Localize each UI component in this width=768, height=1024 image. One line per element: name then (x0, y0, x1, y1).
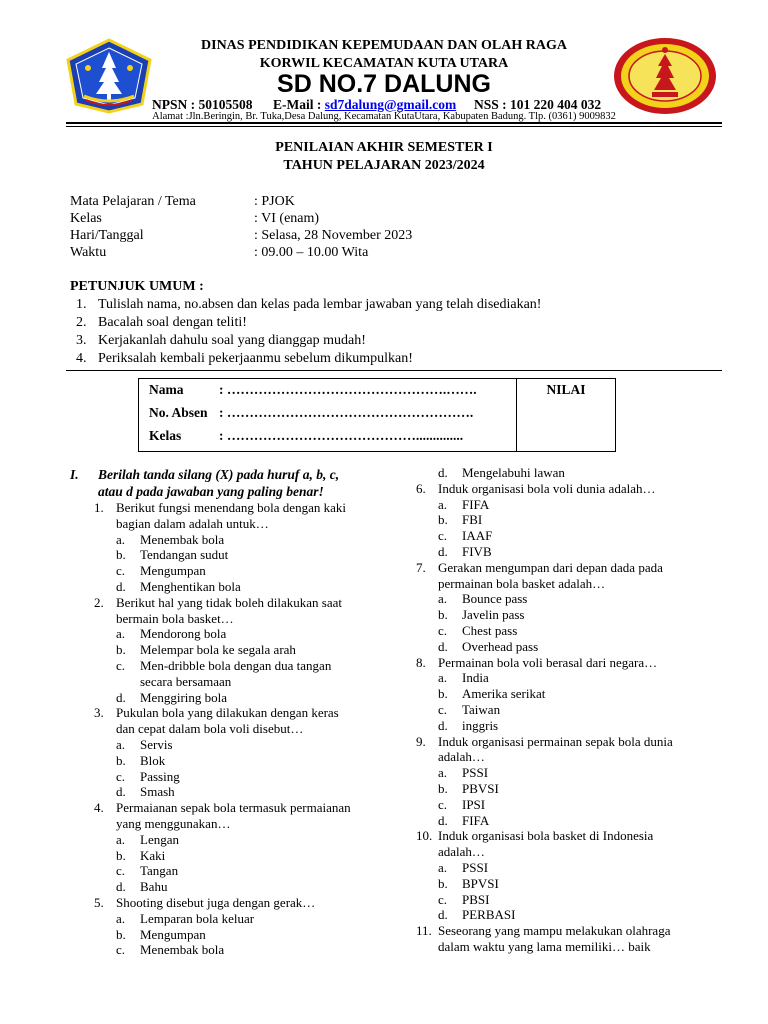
option-letter: d. (116, 578, 126, 594)
answer-option[interactable] (416, 892, 726, 908)
option-letter: b. (438, 875, 448, 891)
answer-option[interactable] (94, 532, 394, 548)
option-text-line: FIVB (462, 543, 492, 559)
option-letter: a. (116, 910, 126, 926)
question-text-line: Shooting disebut juga dengan gerak… (116, 894, 316, 910)
question-text-line: Seseorang yang mampu melakukan olahraga (438, 923, 671, 939)
answer-option[interactable] (416, 528, 726, 544)
option-text-line: Taiwan (462, 701, 501, 717)
answer-option[interactable] (94, 642, 394, 658)
option-text-line: Kaki (140, 847, 166, 863)
answer-option[interactable] (416, 702, 726, 718)
option-letter: b. (116, 847, 126, 863)
option-letter: c. (438, 796, 448, 812)
option-text-line: PERBASI (462, 907, 516, 923)
question-number: 10. (416, 828, 433, 844)
option-text-line: Mengelabuhi lawan (462, 465, 565, 480)
option-letter: c. (116, 563, 126, 579)
info-time: Waktu : 09.00 – 10.00 Wita (70, 245, 369, 260)
option-letter: a. (116, 736, 126, 752)
header-agency: DINAS PENDIDIKAN KEPEMUDAAN DAN OLAH RAGA (201, 38, 567, 53)
answer-option[interactable] (94, 769, 394, 785)
option-text-line: Smash (140, 784, 175, 800)
answer-option[interactable] (94, 942, 394, 958)
option-letter: c. (438, 701, 448, 717)
option-text-line: Lemparan bola keluar (140, 910, 255, 926)
answer-option[interactable] (416, 607, 726, 623)
option-letter: c. (116, 768, 126, 784)
option-letter: b. (116, 926, 126, 942)
question-text-line: Permaianan sepak bola termasuk permaianan (116, 800, 351, 816)
question (94, 895, 394, 911)
npsn: NPSN : 50105508 (152, 97, 253, 112)
academic-year: TAHUN PELAJARAN 2023/2024 (283, 158, 485, 173)
answer-option[interactable] (94, 658, 394, 690)
question (94, 705, 394, 737)
answer-option[interactable] (416, 591, 726, 607)
question-text-line: Induk organisasi permainan sepak bola dunia (438, 733, 673, 749)
answer-option[interactable] (416, 765, 726, 781)
option-text-line: Javelin pass (462, 607, 525, 623)
answer-option[interactable] (416, 860, 726, 876)
answer-option[interactable] (94, 848, 394, 864)
option-letter: a. (438, 765, 448, 781)
answer-option[interactable] (416, 718, 726, 734)
option-text-line: India (462, 670, 489, 686)
answer-option[interactable] (416, 497, 726, 513)
answer-option[interactable] (94, 547, 394, 563)
info-subject: Mata Pelajaran / Tema : PJOK (70, 194, 295, 209)
option-letter: a. (438, 591, 448, 607)
email-label: E-Mail : (273, 97, 325, 112)
option-letter: a. (438, 670, 448, 686)
question-text-line: dan cepat dalam bola voli disebut… (116, 721, 304, 737)
question-text-line: Induk organisasi bola basket di Indonesia (438, 828, 654, 844)
option-letter: a. (116, 531, 126, 547)
option-text-line: Menghentikan bola (140, 578, 241, 594)
question-text-line: Gerakan mengumpan dari depan dada pada (438, 559, 663, 575)
question (416, 923, 726, 955)
option-text-line: secara bersamaan (140, 673, 232, 689)
answer-option[interactable] (416, 623, 726, 639)
question-number: 1. (94, 500, 104, 515)
option-text-line: Mengumpan (140, 563, 206, 579)
option-text-line: FBI (462, 512, 483, 528)
answer-option[interactable] (94, 626, 394, 642)
student-identity-box (138, 378, 616, 452)
option-letter: b. (116, 547, 126, 563)
question-text-line: Induk organisasi bola voli dunia adalah… (438, 480, 656, 496)
option-text-line: PBSI (462, 891, 490, 907)
info-date: Hari/Tanggal : Selasa, 28 November 2023 (70, 228, 413, 243)
option-text-line: Menembak bola (140, 531, 225, 547)
nss: NSS : 101 220 404 032 (474, 97, 602, 112)
question-number: 9. (416, 733, 426, 749)
option-text-line: Chest pass (462, 622, 518, 638)
info-class: Kelas : VI (enam) (70, 211, 320, 226)
question-number: 3. (94, 705, 104, 721)
answer-option[interactable] (94, 563, 394, 579)
option-letter: c. (438, 528, 448, 544)
option-letter: c. (438, 891, 448, 907)
school-address: Alamat :Jln.Beringin, Br. Tuka,Desa Dalung, Kecamatan KutaUtara, Kabupaten Badung. Tlp. (0361) 9009832 (152, 111, 616, 122)
answer-option[interactable] (416, 670, 726, 686)
option-text-line: Tangan (140, 863, 179, 879)
question-number: 7. (416, 559, 426, 575)
option-text-line: Overhead pass (462, 638, 539, 654)
option-letter: b. (116, 642, 126, 658)
option-text-line: Menembak bola (140, 942, 225, 958)
option-letter: d. (438, 907, 448, 923)
question-text-line: adalah… (438, 749, 485, 765)
option-letter: c. (116, 942, 126, 958)
option-letter: d. (116, 689, 126, 705)
petunjuk-item: 1. Tulislah nama, no.absen dan kelas pada lembar jawaban yang telah disediakan! (76, 297, 542, 312)
option-letter: c. (116, 863, 126, 879)
question-text-line: Berikut fungsi menendang bola dengan kaki (116, 500, 346, 515)
option-text-line: Mengumpan (140, 926, 206, 942)
answer-option[interactable] (416, 907, 726, 923)
section-divider (66, 370, 722, 371)
option-letter: b. (438, 607, 448, 623)
option-text-line: inggris (462, 717, 499, 733)
school-name: SD NO.7 DALUNG (277, 70, 491, 98)
question-text-line: Berikut hal yang tidak boleh dilakukan saat (116, 594, 342, 610)
question-number: 4. (94, 800, 104, 816)
option-letter: d. (438, 717, 448, 733)
answer-option[interactable] (416, 813, 726, 829)
option-letter: b. (438, 512, 448, 528)
option-letter: a. (438, 859, 448, 875)
option-text-line: Amerika serikat (462, 686, 546, 702)
option-text-line: BPVSI (462, 875, 499, 891)
option-letter: d. (438, 812, 448, 828)
question-number: 5. (94, 894, 104, 910)
option-letter: a. (116, 831, 126, 847)
option-letter: a. (116, 626, 126, 642)
answer-option[interactable] (94, 863, 394, 879)
answer-option[interactable] (94, 911, 394, 927)
nilai-label: NILAI (546, 382, 586, 397)
header-divider-thick (66, 122, 722, 124)
email-link[interactable]: sd7dalung@gmail.com (324, 97, 457, 112)
option-text-line: Melempar bola ke segala arah (140, 642, 296, 658)
option-letter: b. (438, 780, 448, 796)
option-letter: a. (438, 496, 448, 512)
answer-option[interactable] (94, 753, 394, 769)
absen-field[interactable]: No. Absen : ………………………………………………. (149, 405, 474, 420)
option-text-line: PSSI (462, 859, 489, 875)
answer-option[interactable] (416, 544, 726, 560)
option-text-line: Servis (140, 736, 173, 752)
option-text-line: IAAF (462, 528, 493, 544)
section-instruction-2: atau d pada jawaban yang paling benar! (98, 484, 324, 499)
option-text-line: Bahu (140, 879, 168, 895)
question-number: 11. (416, 923, 432, 939)
answer-option[interactable] (94, 784, 394, 800)
answer-option[interactable] (94, 879, 394, 895)
petunjuk-item: 4. Periksalah kembali pekerjaanmu sebelum dikumpulkan! (76, 351, 413, 366)
name-field[interactable]: Nama : ………………………………………….……. (149, 382, 477, 397)
option-letter: b. (116, 752, 126, 768)
question-text-line: Permainan bola voli berasal dari negara… (438, 654, 658, 670)
header-divider-thin (66, 126, 722, 127)
question-number: 6. (416, 480, 426, 496)
question (94, 595, 394, 627)
answer-option[interactable] (94, 737, 394, 753)
question-text-line: Pukulan bola yang dilakukan dengan keras (116, 705, 339, 721)
question (416, 481, 726, 497)
question (94, 800, 394, 832)
option-text-line: IPSI (462, 796, 486, 812)
question-text-line: bagian dalam adalah untuk… (116, 515, 269, 531)
answer-option[interactable] (416, 512, 726, 528)
petunjuk-heading: PETUNJUK UMUM : (70, 279, 204, 294)
answer-option[interactable] (416, 465, 726, 481)
option-text-line: Mendorong bola (140, 626, 227, 642)
option-letter: d. (116, 784, 126, 800)
answer-option[interactable] (94, 832, 394, 848)
questions-left-column (94, 500, 394, 958)
section-instruction-1: Berilah tanda silang (X) pada huruf a, b, c, (98, 467, 340, 482)
option-letter: d. (438, 638, 448, 654)
question (416, 655, 726, 671)
option-letter: d. (116, 879, 126, 895)
question (416, 560, 726, 592)
option-letter: b. (438, 686, 448, 702)
option-text-line: Men-dribble bola dengan dua tangan (140, 657, 332, 673)
question (416, 828, 726, 860)
option-text-line: Lengan (140, 831, 179, 847)
option-letter: c. (116, 657, 126, 673)
question-text-line: adalah… (438, 844, 485, 860)
question-text-line: dalam waktu yang lama memiliki… baik (438, 938, 651, 954)
answer-option[interactable] (416, 686, 726, 702)
answer-option[interactable] (94, 690, 394, 706)
header-district: KORWIL KECAMATAN KUTA UTARA (259, 56, 509, 71)
option-letter: d. (438, 543, 448, 559)
option-text-line: Tendangan sudut (140, 547, 229, 563)
question-number: 8. (416, 654, 426, 670)
option-text-line: PSSI (462, 765, 489, 781)
answer-option[interactable] (416, 876, 726, 892)
option-text-line: Menggiring bola (140, 689, 228, 705)
option-text-line: PBVSI (462, 780, 499, 796)
answer-option[interactable] (416, 781, 726, 797)
question-text-line: yang menggunakan… (116, 815, 231, 831)
question-text-line: permainan bola basket adalah… (438, 575, 606, 591)
exam-title: PENILAIAN AKHIR SEMESTER I (275, 140, 493, 155)
option-text-line: FIFA (462, 496, 490, 512)
petunjuk-item: 2. Bacalah soal dengan teliti! (76, 315, 247, 330)
question (94, 500, 394, 532)
option-text-line: Passing (140, 768, 180, 784)
section-number: I. (70, 467, 79, 482)
option-text-line: Bounce pass (462, 591, 528, 607)
answer-option[interactable] (416, 797, 726, 813)
answer-option[interactable] (94, 579, 394, 595)
answer-option[interactable] (94, 927, 394, 943)
option-letter: d. (438, 465, 448, 480)
class-field[interactable]: Kelas : …………………………………….............. (149, 428, 464, 443)
petunjuk-item: 3. Kerjakanlah dahulu soal yang dianggap mudah! (76, 333, 366, 348)
question-number: 2. (94, 594, 104, 610)
answer-option[interactable] (416, 639, 726, 655)
question-text-line: bermain bola basket… (116, 610, 234, 626)
option-text-line: FIFA (462, 812, 490, 828)
option-letter: c. (438, 622, 448, 638)
option-text-line: Blok (140, 752, 166, 768)
question (416, 734, 726, 766)
questions-right-column (416, 465, 726, 955)
